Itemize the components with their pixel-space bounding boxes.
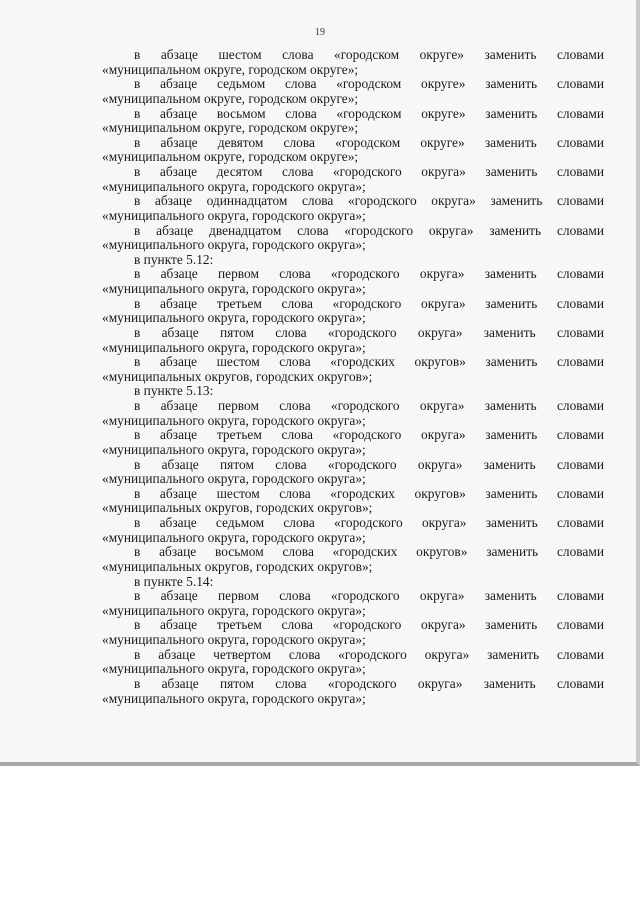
paragraph-line-1: в абзаце седьмом слова «городского округа» заменить словами: [134, 515, 604, 530]
amendment-paragraph: [102, 458, 604, 487]
paragraph-line-2: «муниципального округа, городского округа»;: [102, 310, 366, 326]
paragraph-line-1: в абзаце седьмом слова «городском округе» заменить словами: [134, 76, 604, 92]
amendment-paragraph: [102, 618, 604, 647]
paragraph-line-1: в абзаце восьмом слова «городских округов» заменить словами: [134, 544, 604, 560]
section-heading: в пункте 5.14:: [134, 573, 214, 589]
paragraph-line-2: «муниципального округа, городского округа»;: [102, 178, 366, 194]
amendment-paragraph: [102, 77, 604, 106]
paragraph-line-1: в абзаце девятом слова «городском округе» заменить словами: [134, 134, 604, 150]
section-heading: в пункте 5.12:: [134, 251, 214, 267]
paragraph-line-2: «муниципальном округе, городском округе»;: [102, 90, 359, 106]
paragraph-line-2: «муниципального округа, городского округа»;: [102, 207, 366, 223]
paragraph-line-1: в абзаце десятом слова «городского округа» заменить словами: [134, 164, 604, 179]
paragraph-line-2: «муниципальных округов, городских округов»;: [102, 500, 373, 516]
paragraph-line-1: в абзаце пятом слова «городского округа» заменить словами: [134, 675, 604, 691]
paragraph-line-2: «муниципального округа, городского округа»;: [102, 237, 366, 253]
paragraph-line-2: «муниципальном округе, городском округе»;: [102, 61, 359, 77]
paragraph-line-1: в абзаце четвертом слова «городского округа» заменить словами: [134, 646, 604, 662]
paragraph-line-1: в абзаце первом слова «городского округа» заменить словами: [134, 588, 604, 604]
amendment-paragraph: [102, 516, 604, 545]
paragraph-line-2: «муниципального округа, городского округа»;: [102, 281, 366, 296]
paragraph-line-1: в абзаце пятом слова «городского округа» заменить словами: [134, 324, 604, 340]
paragraph-line-1: в абзаце третьем слова «городского округа» заменить словами: [134, 617, 604, 633]
amendment-paragraph: [102, 355, 604, 384]
paragraph-line-2: «муниципальных округов, городских округов»;: [102, 558, 373, 574]
amendment-paragraph: [102, 297, 604, 326]
amendment-paragraph: [102, 487, 604, 516]
page-number: 19: [315, 27, 325, 38]
paragraph-line-2: «муниципального округа, городского округа»;: [102, 661, 366, 677]
paragraph-line-1: в абзаце первом слова «городского округа» заменить словами: [134, 398, 604, 413]
amendment-paragraph: [102, 399, 604, 428]
paragraph-line-2: «муниципального округа, городского округа»;: [102, 632, 366, 647]
amendment-paragraph: [102, 267, 604, 296]
amendment-paragraph: [102, 194, 604, 223]
amendment-paragraph: [102, 545, 604, 574]
paragraph-line-2: «муниципального округа, городского округа»;: [102, 339, 366, 355]
paragraph-line-1: в абзаце пятом слова «городского округа» заменить словами: [134, 456, 604, 472]
paragraph-line-1: в абзаце третьем слова «городского округа» заменить словами: [134, 427, 604, 443]
amendment-paragraph: [102, 107, 604, 136]
paragraph-line-2: «муниципального округа, городского округа»;: [102, 471, 366, 487]
paragraph-line-1: в абзаце шестом слова «городских округов» заменить словами: [134, 354, 604, 370]
paragraph-line-1: в абзаце шестом слова «городских округов» заменить словами: [134, 485, 604, 501]
amendment-paragraph: [102, 224, 604, 253]
amendment-paragraph: [102, 677, 604, 706]
paragraph-line-2: «муниципального округа, городского округа»;: [102, 412, 366, 428]
amendment-paragraph: [102, 165, 604, 194]
amendment-paragraph: [102, 648, 604, 677]
paragraph-line-2: «муниципального округа, городского округа»;: [102, 602, 366, 618]
paragraph-line-2: «муниципальном округе, городском округе»;: [102, 149, 359, 165]
paragraph-line-2: «муниципальных округов, городских округов»;: [102, 368, 373, 384]
paragraph-line-1: в абзаце шестом слова «городском округе» заменить словами: [134, 47, 604, 62]
paragraph-line-1: в абзаце двенадцатом слова «городского округа» заменить словами: [134, 222, 604, 238]
paragraph-line-2: «муниципальном округе, городском округе»;: [102, 120, 359, 136]
paragraph-line-1: в абзаце одиннадцатом слова «городского округа» заменить словами: [134, 193, 604, 209]
paragraph-line-2: «муниципального округа, городского округа»;: [102, 529, 366, 545]
amendment-paragraph: [102, 326, 604, 355]
section-heading: в пункте 5.13:: [134, 383, 214, 399]
document-body: [102, 48, 604, 706]
paragraph-line-1: в абзаце восьмом слова «городском округе» заменить словами: [134, 105, 604, 121]
amendment-paragraph: [102, 589, 604, 618]
paragraph-line-2: «муниципального округа, городского округа»;: [102, 441, 366, 457]
amendment-paragraph: [102, 136, 604, 165]
paragraph-line-1: в абзаце первом слова «городского округа» заменить словами: [134, 266, 604, 282]
paragraph-line-1: в абзаце третьем слова «городского округа» заменить словами: [134, 295, 604, 311]
amendment-paragraph: [102, 428, 604, 457]
amendment-paragraph: [102, 48, 604, 77]
paragraph-line-2: «муниципального округа, городского округа»;: [102, 690, 366, 706]
